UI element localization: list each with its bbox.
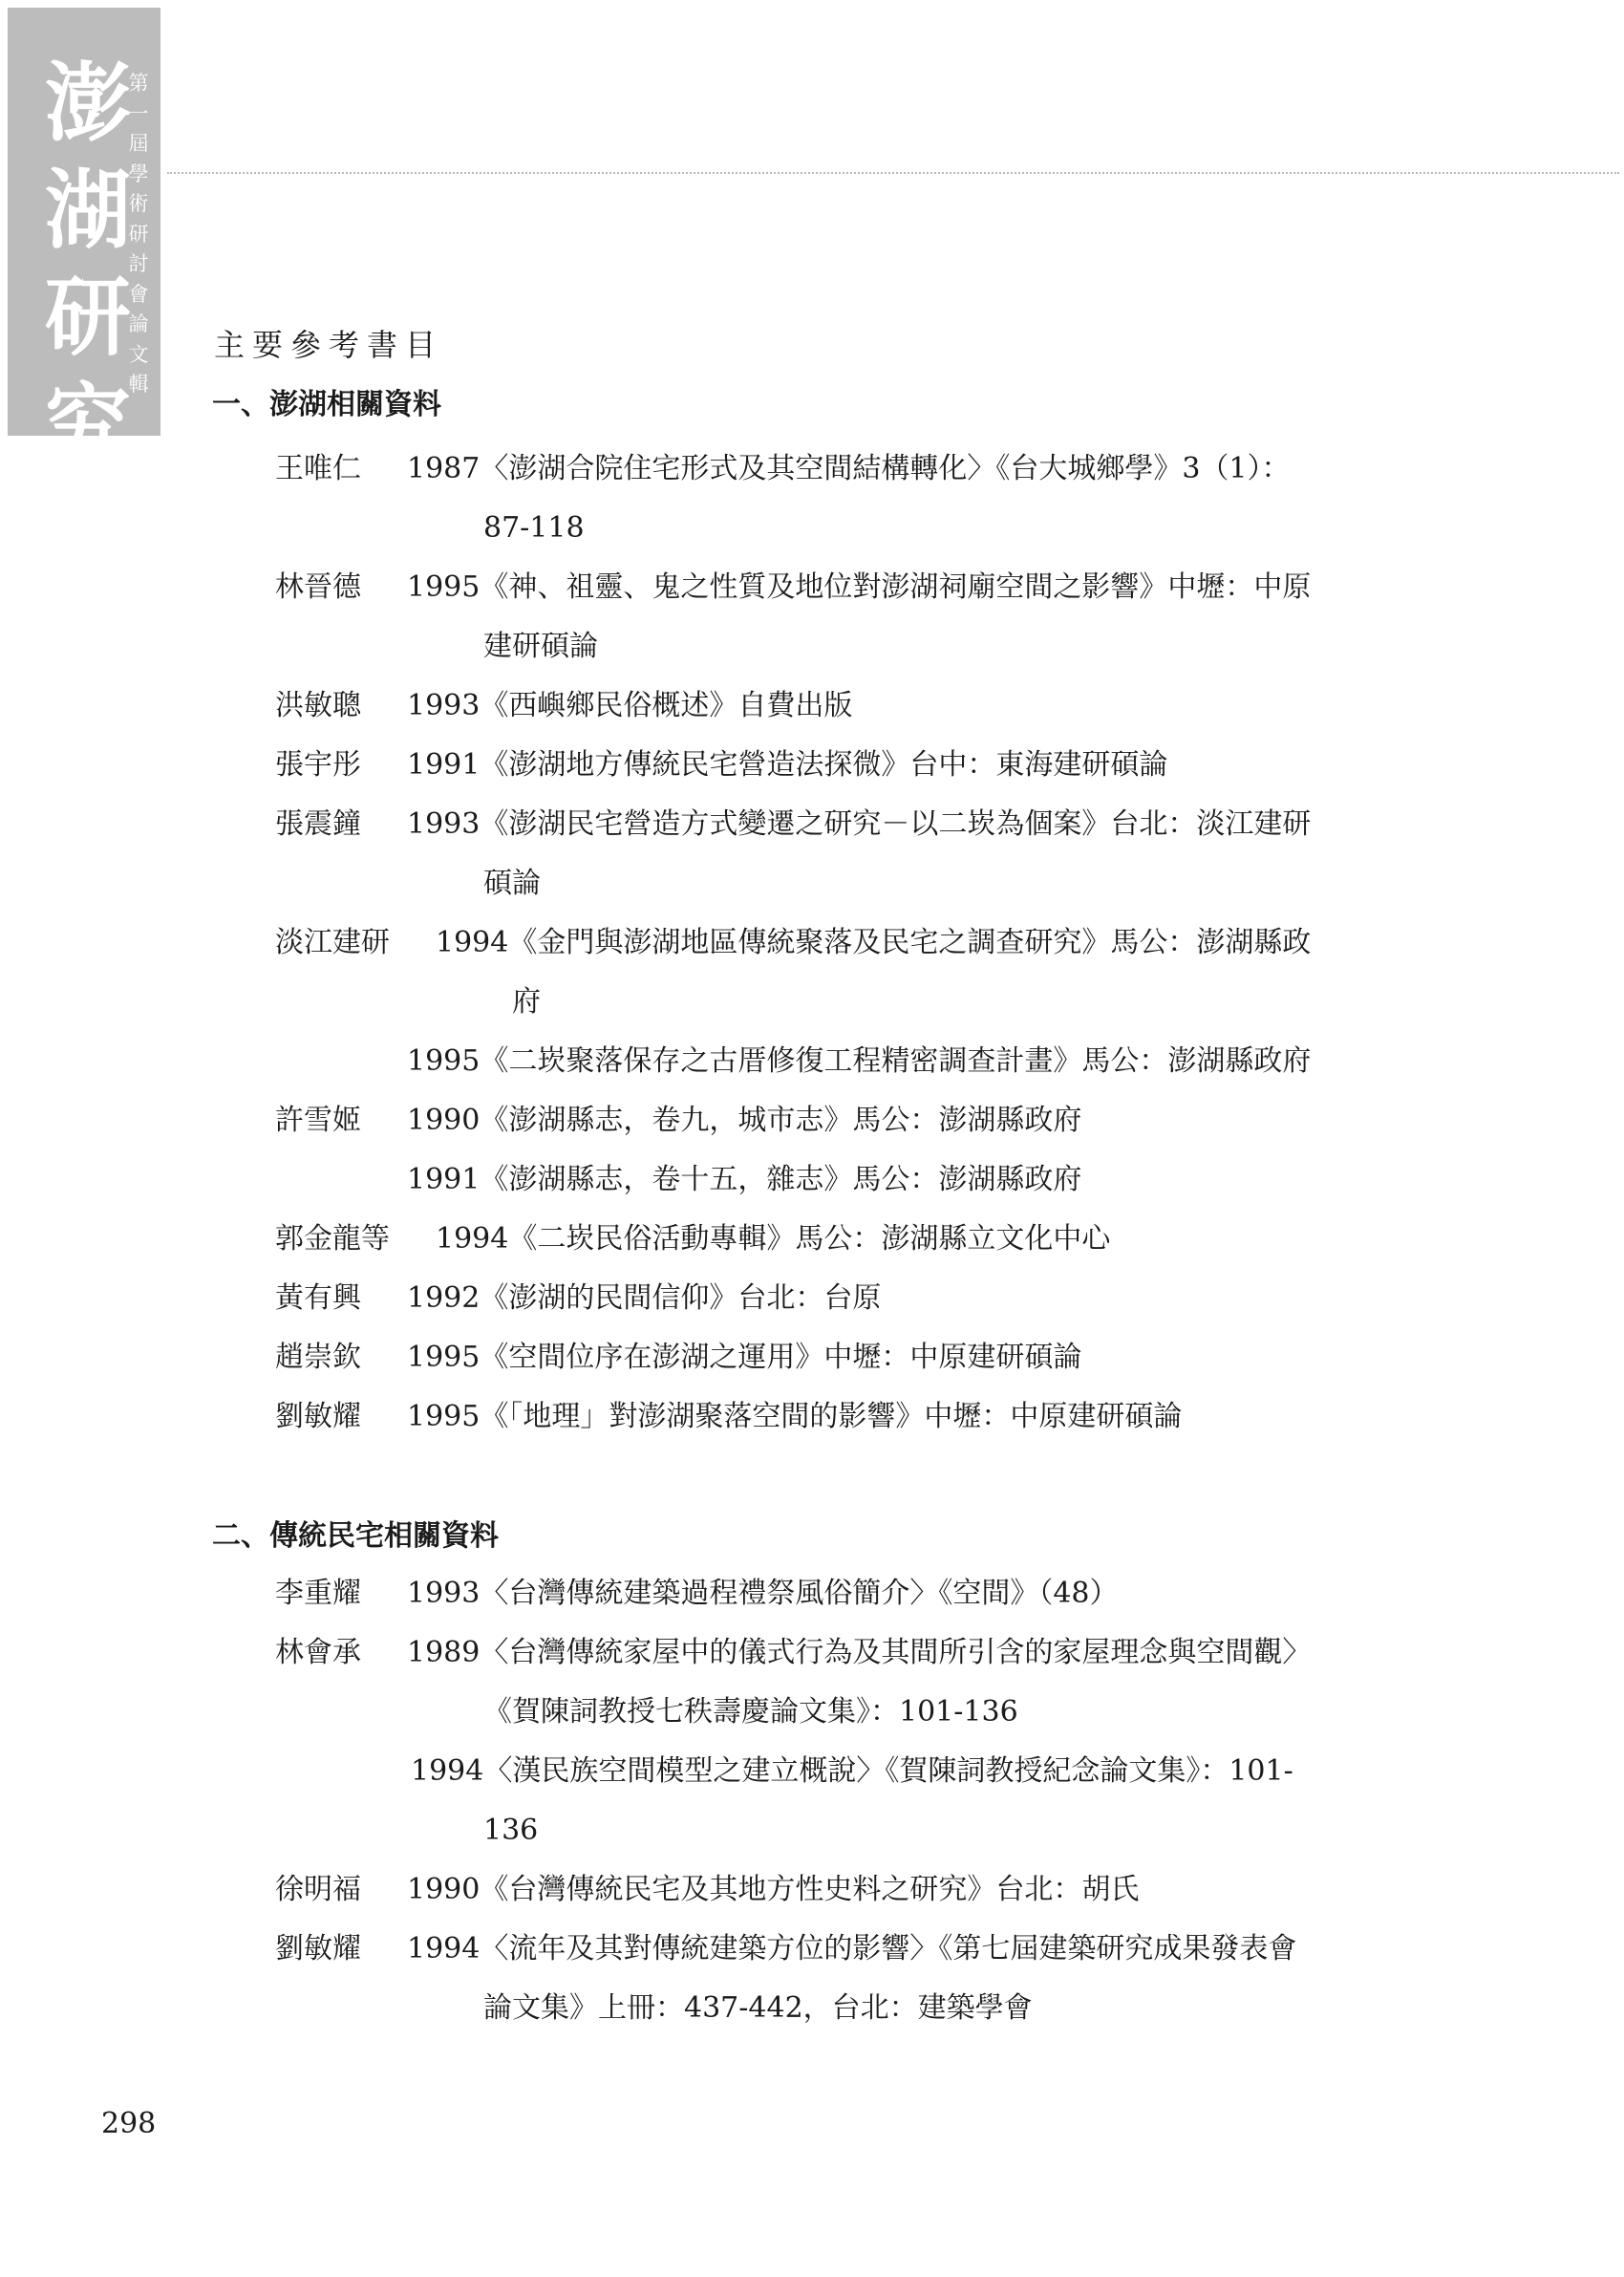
entry-author: 王唯仁 (275, 452, 361, 485)
reference-entry (275, 1032, 1421, 1091)
reference-entry (275, 1860, 1421, 1920)
reference-entry (275, 558, 1421, 677)
page-number: 298 (101, 2107, 157, 2140)
journal-title-char: 究 (45, 374, 131, 475)
entry-citation: 1994《金門與澎湖地區傳統聚落及民宅之調查研究》馬公：澎湖縣政 (436, 926, 1312, 959)
reference-entry (275, 1623, 1421, 1742)
journal-title-char: 澎 (45, 53, 131, 154)
reference-entry (275, 1742, 1421, 1860)
entry-citation-cont: 建研碩論 (483, 630, 598, 663)
entry-author: 洪敏聰 (275, 689, 361, 722)
journal-subtitle-char: 論 (128, 312, 149, 335)
journal-title-char: 研 (45, 267, 131, 368)
entry-author: 徐明福 (275, 1873, 361, 1906)
entry-citation: 1993《西嶼鄉民俗概述》自費出版 (407, 689, 853, 722)
entry-citation: 1987〈澎湖合院住宅形式及其空間結構轉化〉《台大城鄉學》3（1）： (407, 452, 1291, 485)
reference-entry (275, 1920, 1421, 2038)
reference-entry (275, 1269, 1421, 1328)
entry-citation: 1990《澎湖縣志，卷九，城市志》馬公：澎湖縣政府 (407, 1104, 1082, 1137)
reference-entry (275, 795, 1421, 913)
journal-subtitle (124, 69, 153, 400)
journal-subtitle-char: 術 (128, 192, 149, 215)
reference-entry (275, 677, 1421, 736)
references-heading: 主要參考書目 (214, 327, 444, 363)
entry-citation: 1989〈台灣傳統家屋中的儀式行為及其間所引含的家屋理念與空間觀〉 (407, 1636, 1312, 1669)
entry-author: 劉敏耀 (275, 1932, 361, 1966)
entry-author: 林會承 (275, 1636, 361, 1669)
entry-citation: 1993〈台灣傳統建築過程禮祭風俗簡介〉《空間》（48） (407, 1577, 1119, 1610)
entry-author: 李重耀 (275, 1577, 361, 1610)
entry-citation: 1995《二崁聚落保存之古厝修復工程精密調查計畫》馬公：澎湖縣政府 (407, 1044, 1312, 1078)
entry-author: 許雪姬 (275, 1104, 361, 1137)
entry-citation-cont: 136 (483, 1814, 539, 1847)
entry-author: 張宇彤 (275, 748, 361, 782)
journal-subtitle-char: 一 (128, 101, 149, 125)
section-title: 二、傳統民宅相關資料 (212, 1519, 499, 1553)
entry-author: 黃有興 (275, 1281, 361, 1315)
reference-entry (275, 440, 1421, 558)
journal-subtitle-char: 研 (128, 222, 149, 246)
entry-citation: 1995《「地理」對澎湖聚落空間的影響》中壢：中原建研碩論 (407, 1400, 1183, 1433)
entry-citation: 1994〈流年及其對傳統建築方位的影響〉《第七屆建築研究成果發表會 (407, 1932, 1297, 1966)
journal-subtitle-char: 輯 (128, 373, 149, 396)
entry-citation-cont: 《賀陳詞教授七秩壽慶論文集》：101-136 (483, 1695, 1018, 1729)
entry-author: 張震鐘 (275, 807, 361, 841)
journal-subtitle-char: 文 (128, 342, 149, 366)
entry-citation: 1991《澎湖地方傳統民宅營造法探微》台中：東海建研碩論 (407, 748, 1168, 782)
entry-citation: 1994〈漢民族空間模型之建立概說〉《賀陳詞教授紀念論文集》：101- (411, 1754, 1293, 1788)
entry-author: 劉敏耀 (275, 1400, 361, 1433)
entry-citation: 1991《澎湖縣志，卷十五，雜志》馬公：澎湖縣政府 (407, 1163, 1082, 1196)
journal-subtitle-char: 學 (128, 161, 149, 185)
entry-citation: 1995《神、祖靈、鬼之性質及地位對澎湖祠廟空間之影響》中壢：中原 (407, 570, 1312, 604)
reference-entry (275, 1387, 1421, 1447)
reference-entry (275, 1328, 1421, 1387)
journal-title (40, 50, 136, 478)
entry-citation-cont: 論文集》上冊：437-442，台北：建築學會 (483, 1991, 1033, 2025)
entry-citation: 1992《澎湖的民間信仰》台北：台原 (407, 1281, 882, 1315)
entry-author: 淡江建研 (275, 926, 390, 959)
entry-citation: 1990《台灣傳統民宅及其地方性史料之研究》台北：胡氏 (407, 1873, 1140, 1906)
entry-author: 郭金龍等 (275, 1222, 390, 1256)
entry-author: 林晉德 (275, 570, 361, 604)
journal-subtitle-char: 屆 (128, 132, 149, 155)
entry-citation: 1995《空間位序在澎湖之運用》中壢：中原建研碩論 (407, 1341, 1082, 1374)
entry-citation-cont: 87-118 (483, 511, 585, 545)
reference-entry (275, 1091, 1421, 1150)
journal-title-char: 湖 (45, 160, 131, 261)
reference-entry (275, 1150, 1421, 1210)
entry-author: 趙崇欽 (275, 1341, 361, 1374)
journal-subtitle-char: 會 (128, 282, 149, 306)
section-title: 一、澎湖相關資料 (212, 388, 441, 421)
journal-subtitle-char: 討 (128, 252, 149, 275)
entry-citation-cont: 碩論 (483, 867, 541, 900)
reference-entry (275, 1210, 1421, 1269)
entry-citation: 1993《澎湖民宅營造方式變遷之研究－以二崁為個案》台北：淡江建研 (407, 807, 1312, 841)
entry-citation-cont: 府 (512, 985, 541, 1019)
journal-subtitle-char: 第 (128, 72, 149, 95)
header-dotted-rule (167, 172, 1619, 174)
reference-entry (275, 736, 1421, 795)
entry-citation: 1994《二崁民俗活動專輯》馬公：澎湖縣立文化中心 (436, 1222, 1111, 1256)
reference-entry (275, 1564, 1421, 1623)
reference-entry (275, 913, 1421, 1032)
